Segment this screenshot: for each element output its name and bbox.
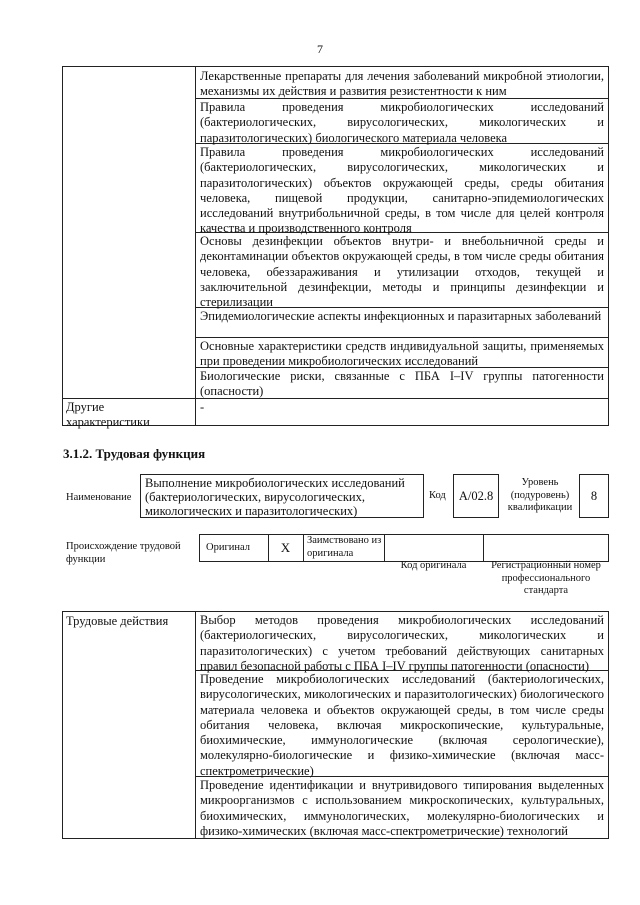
knowledge-item: Эпидемиологические аспекты инфекционных и паразитарных заболеваний bbox=[200, 309, 602, 323]
knowledge-item: Биологические риски, связанные с ПБА I–IV группы патогенности (опасности) bbox=[200, 369, 604, 399]
labor-action-item: Выбор методов проведения микробиологических исследований (бактериологических, вирусологических, микологических и паразитологических) с учетом требований действующих санитарных правил безопасной работы с ПБА I–IV группы патогенности (опасности) bbox=[200, 613, 604, 673]
code-value: A/02.8 bbox=[458, 489, 494, 503]
original-label: Оригинал bbox=[206, 542, 250, 553]
knowledge-item: Лекарственные препараты для лечения заболеваний микробной этиологии, механизмы их действия и развития резистентности к ним bbox=[200, 69, 604, 99]
other-characteristics-value: - bbox=[200, 400, 205, 414]
knowledge-item: Правила проведения микробиологических исследований (бактериологических, вирусологических, микологических и паразитологических) объектов окружающей среды, среды обитания человека, пищевой продукции, санитарно-эпидемиологических исследований внутрибольничной среды, в том числе для целей контроля качества и производственного контроля bbox=[200, 145, 604, 236]
page-number: 7 bbox=[317, 42, 323, 56]
section-title: 3.1.2. Трудовая функция bbox=[63, 446, 206, 461]
knowledge-item: Основные характеристики средств индивидуальной защиты, применяемых при проведении микробиологических исследований bbox=[200, 339, 604, 369]
other-characteristics-label: Другие характеристики bbox=[66, 400, 150, 429]
code-original-caption: Код оригинала bbox=[400, 560, 467, 571]
borrowed-label: Заимствовано из оригинала bbox=[307, 535, 382, 559]
original-mark: X bbox=[280, 540, 291, 555]
knowledge-item: Правила проведения микробиологических исследований (бактериологических, вирусологических, микологических и паразитологических) биологического материала человека bbox=[200, 100, 604, 145]
labor-action-item: Проведение микробиологических исследований (бактериологических, вирусологических, микологических и паразитологических) биологического материала человека и объектов окружающей среды, в том числе среды обитания человека, включая микроскопические, культуральные, биохимические, иммунологические (включая серологические), молекулярно-биологические и физико-химические (включая масс-спектрометрические) bbox=[200, 672, 604, 778]
labor-action-item: Проведение идентификации и внутривидового типирования выделенных микроорганизмов с использованием микроскопических, культуральных, биохимических, иммунологических, молекулярно-биологических и физико-химических (включая масс-спектрометрические) технологий bbox=[200, 778, 604, 838]
function-name-value: Выполнение микробиологических исследований (бактериологических, вирусологических, микологических и паразитологических) bbox=[145, 476, 405, 518]
code-label: Код bbox=[429, 490, 446, 501]
level-value: 8 bbox=[590, 489, 598, 503]
reg-number-caption: Регистрационный номер профессионального стандарта bbox=[491, 560, 601, 596]
knowledge-item: Основы дезинфекции объектов внутри- и внебольничной среды и деконтаминации объектов окружающей среды, в том числе среды обитания человека, обеззараживания и утилизации отходов, текущей и заключительной дезинфекции, методы и принципы дезинфекции и стерилизации bbox=[200, 234, 604, 310]
level-label: Уровень (подуровень) квалификации bbox=[507, 477, 573, 513]
origin-label: Происхождение трудовой функции bbox=[66, 541, 181, 565]
labor-actions-label: Трудовые действия bbox=[66, 614, 169, 628]
name-label: Наименование bbox=[66, 492, 132, 503]
